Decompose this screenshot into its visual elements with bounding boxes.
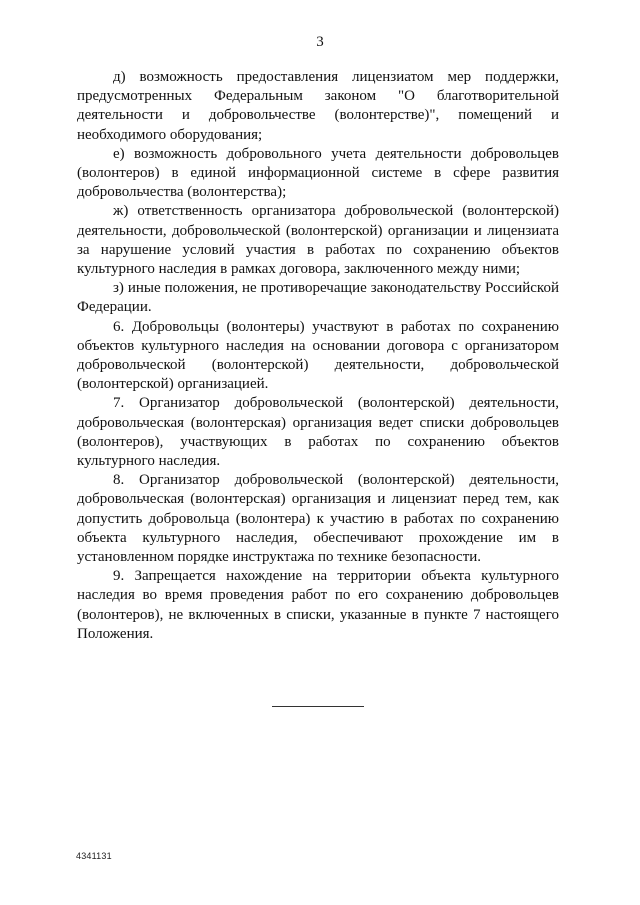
- paragraph-clause-8: 8. Организатор добровольческой (волонтерской) деятельности, добровольческая (волонтерская) организация и лицензиат перед тем, как допустить добровольца (волонтера) к участию в работах по сохранению объекта культурного наследия, обеспечивают прохождение им в установленном порядке инструктажа по технике безопасности.: [77, 472, 559, 566]
- paragraph-item-e: е) возможность добровольного учета деятельности добровольцев (волонтеров) в единой информационной системе в сфере развития добровольчества (волонтерства);: [77, 145, 559, 201]
- page-number: 3: [316, 34, 324, 50]
- paragraph-clause-9: 9. Запрещается нахождение на территории объекта культурного наследия во время проведения работ по его сохранению добровольцев (волонтеров), не включенных в списки, указанные в пункте 7 настоящего Положения.: [77, 568, 559, 642]
- document-body: [77, 68, 559, 644]
- paragraph-item-zh: ж) ответственность организатора добровольческой (волонтерской) деятельности, добровольческой (волонтерской) организации и лицензиата за нарушение условий участия в работах по сохранению объектов культурного наследия в рамках договора, заключенного между ними;: [77, 203, 559, 278]
- document-code: 4341131: [76, 851, 112, 861]
- end-divider: [272, 706, 364, 707]
- paragraph-clause-7: 7. Организатор добровольческой (волонтерской) деятельности, добровольческая (волонтерская) организация ведет списки добровольцев (волонтеров), участвующих в работах по сохранению объектов культурного наследия.: [77, 395, 559, 470]
- paragraph-clause-6: 6. Добровольцы (волонтеры) участвуют в работах по сохранению объектов культурного наследия на основании договора с организатором добровольческой (волонтерской) деятельности, добровольческой (волонтерской) организацией.: [77, 318, 559, 393]
- paragraph-item-z: з) иные положения, не противоречащие законодательству Российской Федерации.: [77, 280, 559, 316]
- paragraph-item-d: д) возможность предоставления лицензиатом мер поддержки, предусмотренных Федеральным законом "О благотворительной деятельности и добровольчестве (волонтерстве)", помещений и необходимого оборудования;: [77, 69, 559, 143]
